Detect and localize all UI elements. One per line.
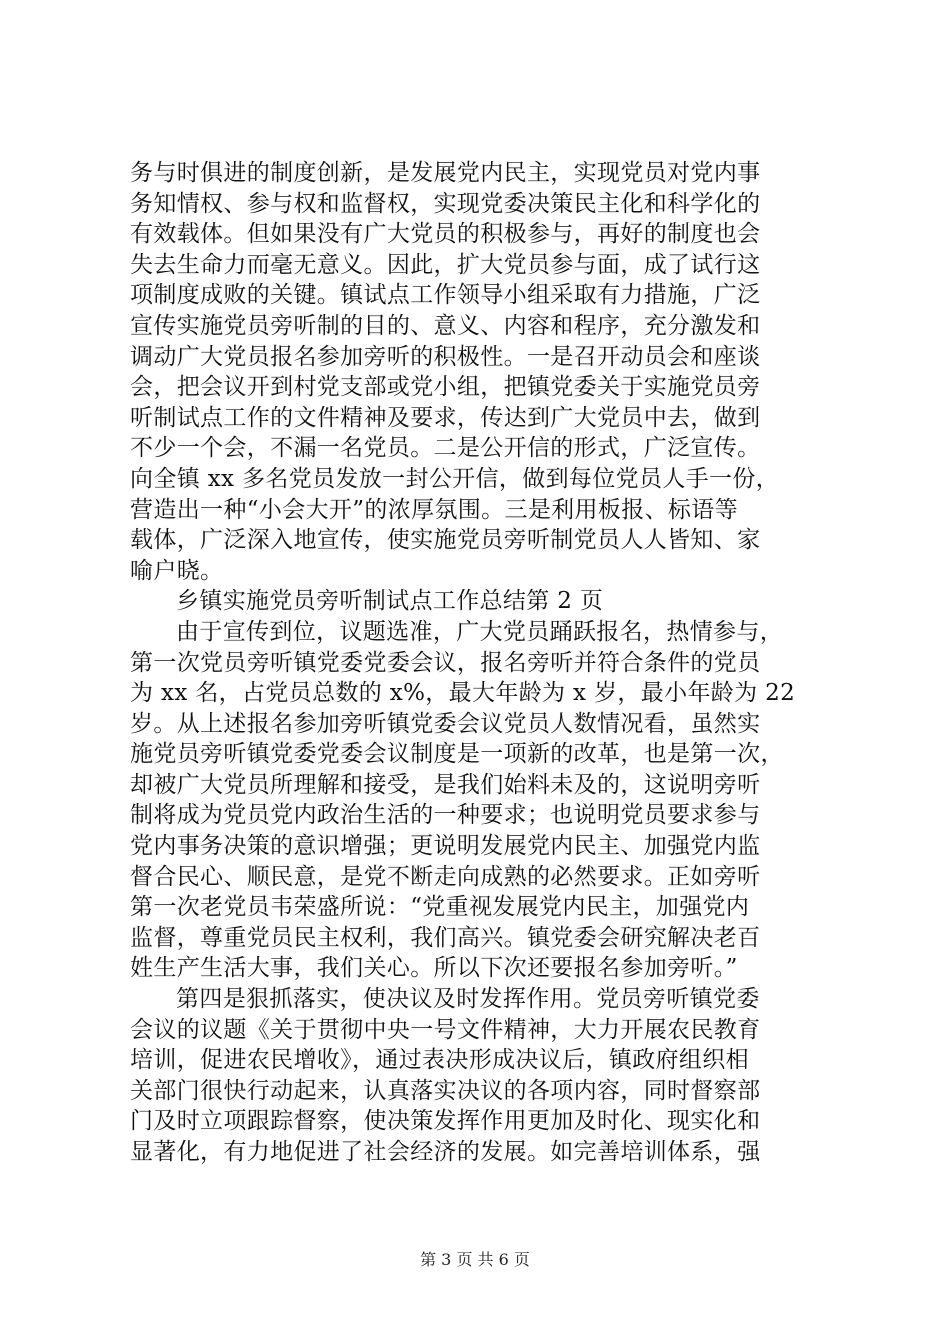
text-line: 宣传实施党员旁听制的目的、意义、内容和程序，充分激发和 <box>130 312 761 339</box>
text-line: 喻户晓。 <box>130 557 224 584</box>
page-subheading: 乡镇实施党员旁听制试点工作总结第 2 页 <box>176 588 604 615</box>
body-text <box>130 158 830 1168</box>
text-line: 显著化，有力地促进了社会经济的发展。如完善培训体系，强 <box>130 1139 761 1165</box>
text-line: 第一次老党员韦荣盛所说：“党重视发展党内民主，加强党内 <box>130 894 750 921</box>
page-number-footer: 第 3 页 共 6 页 <box>420 1250 530 1269</box>
text-line: 姓生产生活大事，我们关心。所以下次还要报名参加旁听。” <box>130 955 738 982</box>
text-line: 会，把会议开到村党支部或党小组，把镇党委关于实施党员旁 <box>130 374 761 401</box>
text-line: 不少一个会，不漏一名党员。二是公开信的形式，广泛宣传。 <box>130 435 761 462</box>
text-line: 务知情权、参与权和监督权，实现党委决策民主化和科学化的 <box>130 190 761 217</box>
text-line: 听制试点工作的文件精神及要求，传达到广大党员中去，做到 <box>130 404 761 431</box>
text-line: 关部门很快行动起来，认真落实决议的各项内容，同时督察部 <box>130 1077 761 1104</box>
text-line: 为 xx 名，占党员总数的 x%，最大年龄为 x 岁，最小年龄为 22 <box>130 680 796 707</box>
text-line: 有效载体。但如果没有广大党员的积极参与，再好的制度也会 <box>130 221 761 248</box>
text-line: 调动广大党员报名参加旁听的积极性。一是召开动员会和座谈 <box>130 343 761 370</box>
text-line: 会议的议题《关于贯彻中央一号文件精神，大力开展农民教育 <box>130 1016 761 1043</box>
text-line: 门及时立项跟踪督察，使决策发挥作用更加及时化、现实化和 <box>130 1108 761 1135</box>
text-line: 由于宣传到位，议题选准，广大党员踊跃报名，热情参与， <box>176 618 784 645</box>
text-line: 载体，广泛深入地宣传，使实施党员旁听制党员人人皆知、家 <box>130 527 761 554</box>
text-line: 督合民心、顺民意，是党不断走向成熟的必然要求。正如旁听 <box>130 863 761 890</box>
text-line: 第一次党员旁听镇党委党委会议，报名旁听并符合条件的党员 <box>130 649 761 676</box>
text-line: 营造出一种“小会大开”的浓厚氛围。三是利用板报、标语等 <box>130 496 738 523</box>
text-line: 项制度成败的关键。镇试点工作领导小组采取有力措施，广泛 <box>130 282 761 309</box>
text-line: 培训，促进农民增收》，通过表决形成决议后，镇政府组织相 <box>130 1047 749 1074</box>
text-line: 务与时俱进的制度创新，是发展党内民主，实现党员对党内事 <box>130 160 761 186</box>
text-line: 党内事务决策的意识增强；更说明发展党内民主、加强党内监 <box>130 833 761 860</box>
text-line: 监督，尊重党员民主权利，我们高兴。镇党委会研究解决老百 <box>130 924 761 951</box>
text-line: 失去生命力而毫无意义。因此，扩大党员参与面，成了试行这 <box>130 251 761 278</box>
text-line: 却被广大党员所理解和接受，是我们始料未及的，这说明旁听 <box>130 771 761 798</box>
text-line: 施党员旁听镇党委党委会议制度是一项新的改革，也是第一次， <box>130 741 784 768</box>
text-line: 向全镇 xx 多名党员发放一封公开信，做到每位党员人手一份， <box>130 465 780 492</box>
text-line: 岁。从上述报名参加旁听镇党委会议党员人数情况看，虽然实 <box>130 710 761 737</box>
text-line: 制将成为党员党内政治生活的一种要求；也说明党员要求参与 <box>130 802 761 829</box>
text-line: 第四是狠抓落实，使决议及时发挥作用。党员旁听镇党委 <box>176 986 760 1013</box>
